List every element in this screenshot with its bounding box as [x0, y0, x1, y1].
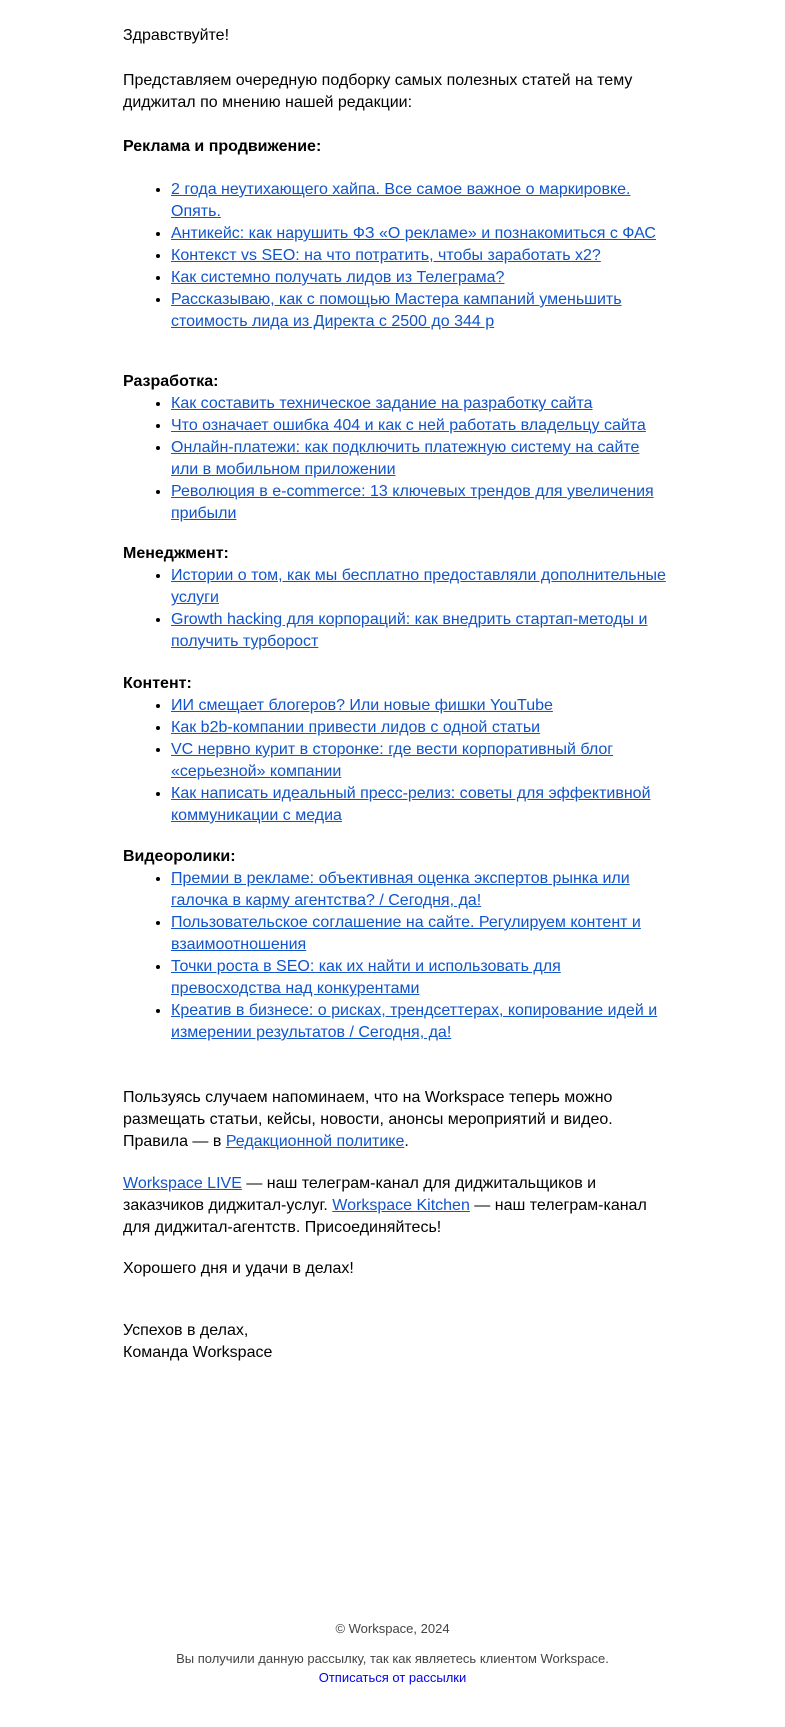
footer: [0, 1619, 785, 1687]
workspace-live-link[interactable]: Workspace LIVE: [123, 1175, 242, 1192]
email-body: [123, 25, 668, 1364]
reminder-paragraph: [123, 1087, 668, 1153]
article-link[interactable]: Онлайн-платежи: как подключить платежную систему на сайте или в мобильном приложении: [171, 439, 640, 478]
list-item: [171, 783, 668, 827]
list-item: [171, 437, 668, 481]
section-title: Менеджмент:: [123, 545, 229, 562]
article-link[interactable]: Точки роста в SEO: как их найти и использовать для превосходства над конкурентами: [171, 958, 561, 997]
section-development: [123, 371, 668, 525]
reminder-text: Пользуясь случаем напоминаем, что на Workspace теперь можно размещать статьи, кейсы, новости, анонсы мероприятий и видео. Правила — в: [123, 1089, 613, 1150]
article-link[interactable]: Креатив в бизнесе: о рисках, трендсеттерах, копирование идей и измерении результатов / Сегодня, да!: [171, 1002, 658, 1041]
list-item: [171, 179, 668, 223]
list-item: [171, 1000, 668, 1044]
section-title: Видеоролики:: [123, 848, 236, 865]
list-item: [171, 393, 668, 415]
article-list: [123, 565, 668, 653]
list-item: [171, 565, 668, 609]
greeting: Здравствуйте!: [123, 27, 230, 44]
editorial-policy-link[interactable]: Редакционной политике: [225, 1133, 405, 1150]
article-link[interactable]: Что означает ошибка 404 и как с ней работать владельцу сайта: [171, 417, 646, 434]
section-content: [123, 673, 668, 827]
copyright-text: © Workspace, 2024: [335, 1621, 450, 1636]
telegram-text-2: — наш телеграм-канал для диджитал-агентств. Присоединяйтесь!: [123, 1197, 647, 1236]
section-ads: [123, 136, 668, 333]
wishes-text: Хорошего дня и удачи в делах!: [123, 1260, 354, 1277]
article-link[interactable]: ИИ смещает блогеров? Или новые фишки YouTube: [171, 697, 553, 714]
article-link[interactable]: VC нервно курит в сторонке: где вести корпоративный блог «серьезной» компании: [171, 741, 614, 780]
workspace-kitchen-link[interactable]: Workspace Kitchen: [332, 1197, 470, 1214]
article-list: [123, 179, 668, 333]
intro-text: Представляем очередную подборку самых полезных статей на тему диджитал по мнению нашей редакции:: [123, 72, 633, 111]
list-item: [171, 289, 668, 333]
section-title: Разработка:: [123, 373, 219, 390]
section-title: Реклама и продвижение:: [123, 138, 322, 155]
list-item: [171, 695, 668, 717]
article-link[interactable]: Антикейс: как нарушить ФЗ «О рекламе» и познакомиться с ФАС: [171, 225, 656, 242]
article-link[interactable]: Контекст vs SEO: на что потратить, чтобы заработать x2?: [171, 247, 601, 264]
list-item: [171, 267, 668, 289]
article-link[interactable]: Как написать идеальный пресс-релиз: советы для эффективной коммуникации с медиа: [171, 785, 651, 824]
telegram-paragraph: [123, 1173, 668, 1239]
article-list: [123, 393, 668, 525]
article-link[interactable]: 2 года неутихающего хайпа. Все самое важное о маркировке. Опять.: [171, 181, 631, 220]
list-item: [171, 739, 668, 783]
article-list: [123, 695, 668, 827]
article-link[interactable]: Growth hacking для корпораций: как внедрить стартап-методы и получить турборост: [171, 611, 648, 650]
article-link[interactable]: Как b2b-компании привести лидов с одной статьи: [171, 719, 541, 736]
telegram-text-1: — наш телеграм-канал для диджитальщиков и заказчиков диджитал-услуг.: [123, 1175, 597, 1214]
section-videos: [123, 846, 668, 1044]
list-item: [171, 717, 668, 739]
section-management: [123, 543, 668, 653]
signoff-line-2: Команда Workspace: [123, 1344, 273, 1361]
article-link[interactable]: Как системно получать лидов из Телеграма?: [171, 269, 505, 286]
article-link[interactable]: Пользовательское соглашение на сайте. Регулируем контент и взаимоотношения: [171, 914, 641, 953]
article-link[interactable]: Рассказываю, как с помощью Мастера кампаний уменьшить стоимость лида из Директа с 2500 до 344 р: [171, 291, 622, 330]
list-item: [171, 912, 668, 956]
section-title: Контент:: [123, 675, 192, 692]
list-item: [171, 223, 668, 245]
article-link[interactable]: Как составить техническое задание на разработку сайта: [171, 395, 593, 412]
reminder-end: .: [404, 1133, 409, 1150]
list-item: [171, 956, 668, 1000]
list-item: [171, 415, 668, 437]
article-link[interactable]: Революция в e-commerce: 13 ключевых трендов для увеличения прибыли: [171, 483, 654, 522]
article-link[interactable]: Премии в рекламе: объективная оценка экспертов рынка или галочка в карму агентства? / Сегодня, да!: [171, 870, 630, 909]
article-link[interactable]: Истории о том, как мы бесплатно предоставляли дополнительные услуги: [171, 567, 666, 606]
unsubscribe-link[interactable]: Отписаться от рассылки: [318, 1670, 467, 1685]
list-item: [171, 245, 668, 267]
signoff: [123, 1320, 668, 1364]
list-item: [171, 868, 668, 912]
list-item: [171, 609, 668, 653]
signoff-line-1: Успехов в делах,: [123, 1322, 249, 1339]
article-list: [123, 868, 668, 1044]
subscription-notice: Вы получили данную рассылку, так как являетесь клиентом Workspace.: [176, 1651, 609, 1666]
list-item: [171, 481, 668, 525]
